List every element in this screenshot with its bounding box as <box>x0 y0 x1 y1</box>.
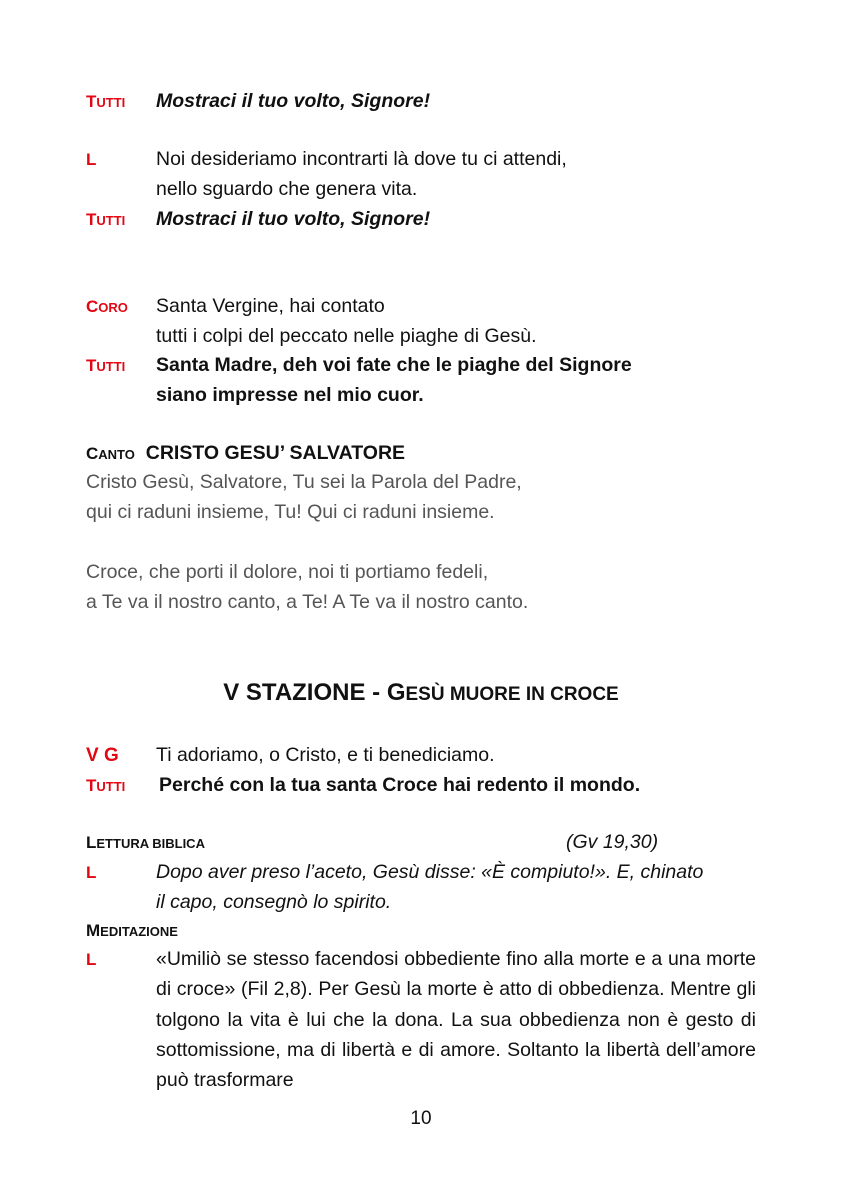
meditazione-text: «Umiliò se stesso facendosi obbediente fino alla morte e a una morte di croce» (Fil 2,8). Per Gesù la morte è atto di obbedienza. Mentre gli tolgono la vita è lui che la dona. La sua obbedienza non è gesto di sottomissione, ma di libertà e di amore. Soltanto la libertà dell’amore può trasformare <box>156 948 756 1092</box>
tutti-line: siano impresse nel mio cuor. <box>156 384 424 406</box>
station-title: V STAZIONE - GESÙ MUORE IN CROCE <box>223 679 619 706</box>
tutti-label: TUTTI <box>86 210 126 229</box>
coro-line: Santa Vergine, hai contato <box>156 295 385 317</box>
tutti-label: TUTTI <box>86 356 126 375</box>
canto-title: CRISTO GESU’ SALVATORE <box>145 442 406 464</box>
lettura-reference: (Gv 19,30) <box>566 831 659 853</box>
tutti-response: Mostraci il tuo volto, Signore! <box>156 208 431 230</box>
lettore-line: Noi desideriamo incontrarti là dove tu ci attendi, <box>156 148 567 170</box>
lettura-line: Dopo aver preso l’aceto, Gesù disse: «È compiuto!». E, chinato <box>156 861 704 883</box>
song-line: qui ci raduni insieme, Tu! Qui ci raduni insieme. <box>86 501 495 523</box>
lettura-heading: LETTURA BIBLICA <box>86 833 205 852</box>
song-line: Croce, che porti il dolore, noi ti portiamo fedeli, <box>86 561 489 583</box>
tutti-response: Mostraci il tuo volto, Signore! <box>156 90 431 112</box>
canto-heading: CANTO CRISTO GESU’ SALVATORE <box>86 442 406 464</box>
vg-line: Ti adoriamo, o Cristo, e ti benediciamo. <box>156 744 495 766</box>
lettore-label: L <box>86 150 97 169</box>
song-line: a Te va il nostro canto, a Te! A Te va il nostro canto. <box>86 591 529 613</box>
lettore-line: nello sguardo che genera vita. <box>156 178 418 200</box>
coro-label: CORO <box>86 297 128 316</box>
page-number: 10 <box>410 1108 432 1129</box>
tutti-label: TUTTI <box>86 776 126 795</box>
lettura-line: il capo, consegnò lo spirito. <box>156 891 392 913</box>
song-line: Cristo Gesù, Salvatore, Tu sei la Parola del Padre, <box>86 471 522 493</box>
coro-line: tutti i colpi del peccato nelle piaghe di Gesù. <box>156 325 537 347</box>
vg-label: V G <box>86 745 119 766</box>
meditazione-heading: MEDITAZIONE <box>86 921 178 940</box>
lettore-label: L <box>86 950 97 969</box>
tutti-line: Santa Madre, deh voi fate che le piaghe del Signore <box>156 354 632 376</box>
tutti-line: Perché con la tua santa Croce hai redento il mondo. <box>159 774 641 796</box>
lettore-label: L <box>86 863 97 882</box>
tutti-label: TUTTI <box>86 92 126 111</box>
